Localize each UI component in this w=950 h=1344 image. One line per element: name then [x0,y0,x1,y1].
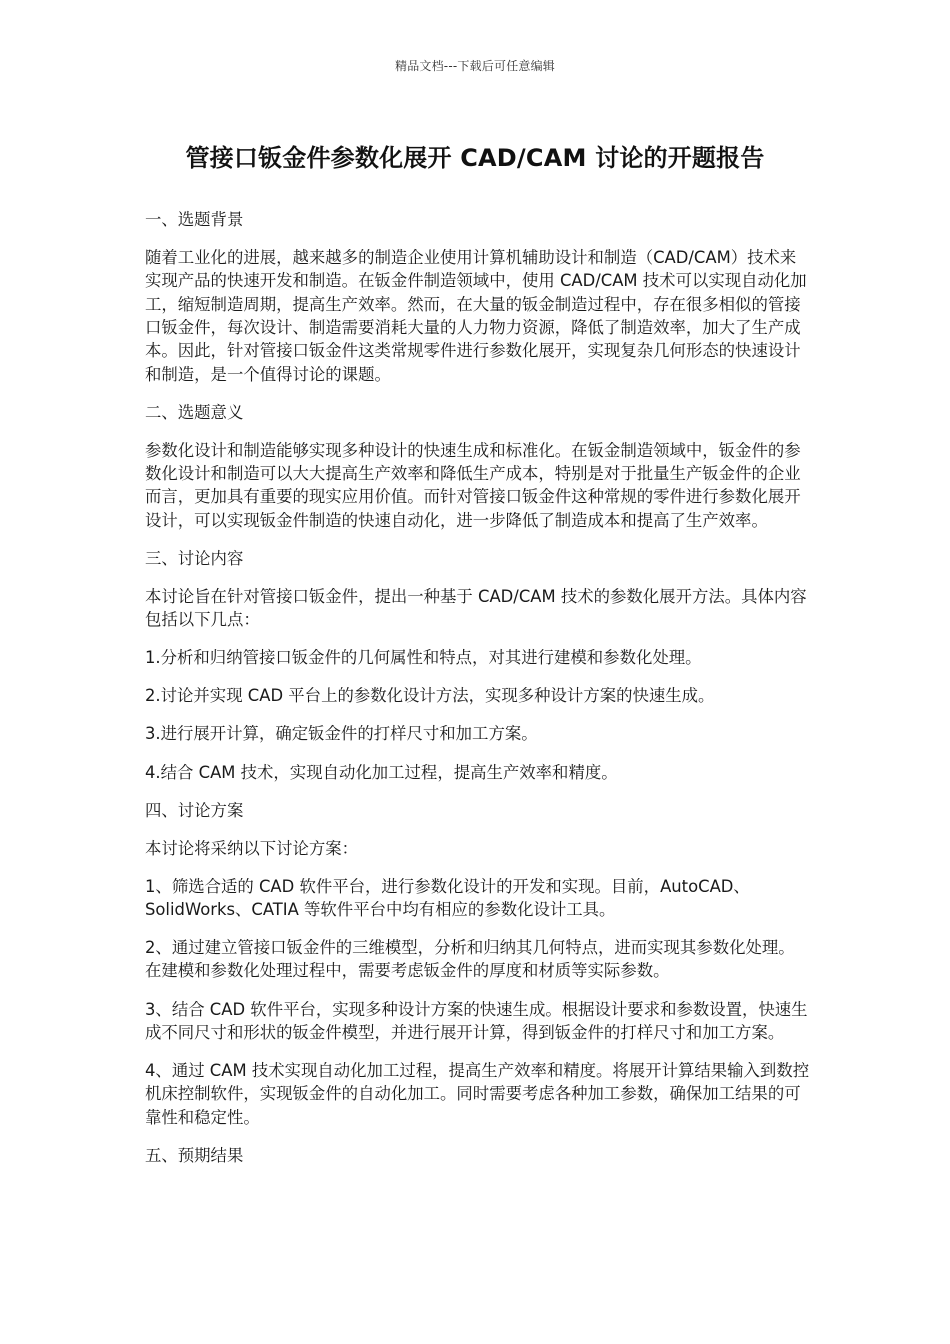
list-item-content-2: 2.讨论并实现 CAD 平台上的参数化设计方法，实现多种设计方案的快速生成。 [145,686,715,706]
list-item-plan-4: 4、通过 CAM 技术实现自动化加工过程，提高生产效率和精度。将展开计算结果输入到数控机床控制软件，实现钣金件的自动化加工。同时需要考虑各种加工参数，确保加工结果的可靠性和稳定性。 [145,1060,810,1127]
list-item-content-4: 4.结合 CAM 技术，实现自动化加工过程，提高生产效率和精度。 [145,762,618,782]
section-heading-plan: 四、讨论方案 [145,800,244,820]
document-body [145,208,810,1182]
list-item-plan-1: 1、筛选合适的 CAD 软件平台，进行参数化设计的开发和实现。目前，AutoCAD、SolidWorks、CATIA 等软件平台中均有相应的参数化设计工具。 [145,876,750,920]
section-heading-expected-results: 五、预期结果 [145,1145,244,1165]
header-note: 精品文档---下载后可任意编辑 [395,59,555,73]
section-heading-content: 三、讨论内容 [145,548,244,568]
list-item-plan-3: 3、结合 CAD 软件平台，实现多种设计方案的快速生成。根据设计要求和参数设置，快速生成不同尺寸和形状的钣金件模型，并进行展开计算，得到钣金件的打样尺寸和加工方案。 [145,999,808,1042]
list-item-content-3: 3.进行展开计算，确定钣金件的打样尺寸和加工方案。 [145,724,538,744]
document-title: 管接口钣金件参数化展开 CAD/CAM 讨论的开题报告 [185,144,765,172]
paragraph-content-intro: 本讨论旨在针对管接口钣金件，提出一种基于 CAD/CAM 技术的参数化展开方法。具体内容包括以下几点： [145,586,807,630]
paragraph-background: 随着工业化的进展，越来越多的制造企业使用计算机辅助设计和制造（CAD/CAM）技术来实现产品的快速开发和制造。在钣金件制造领域中，使用 CAD/CAM 技术可以实现自动化加工，缩短制造周期，提高生产效率。然而，在大量的钣金制造过程中，存在很多相似的管接口钣金件，每次设计、制造需要消耗大量的人力物力资源，降低了制造效率，加大了生产成本。因此，针对管接口钣金件这类常规零件进行参数化展开，实现复杂几何形态的快速设计和制造，是一个值得讨论的课题。 [145,248,807,384]
section-heading-significance: 二、选题意义 [145,402,244,422]
paragraph-significance: 参数化设计和制造能够实现多种设计的快速生成和标准化。在钣金制造领域中，钣金件的参数化设计和制造可以大大提高生产效率和降低生产成本，特别是对于批量生产钣金件的企业而言，更加具有重要的现实应用价值。而针对管接口钣金件这种常规的零件进行参数化展开设计，可以实现钣金件制造的快速自动化，进一步降低了制造成本和提高了生产效率。 [145,440,801,530]
list-item-content-1: 1.分析和归纳管接口钣金件的几何属性和特点，对其进行建模和参数化处理。 [145,648,702,668]
paragraph-plan-intro: 本讨论将采纳以下讨论方案： [145,838,359,858]
section-heading-background: 一、选题背景 [145,210,244,229]
list-item-plan-2: 2、通过建立管接口钣金件的三维模型，分析和归纳其几何特点，进而实现其参数化处理。在建模和参数化处理过程中，需要考虑钣金件的厚度和材质等实际参数。 [145,938,795,981]
